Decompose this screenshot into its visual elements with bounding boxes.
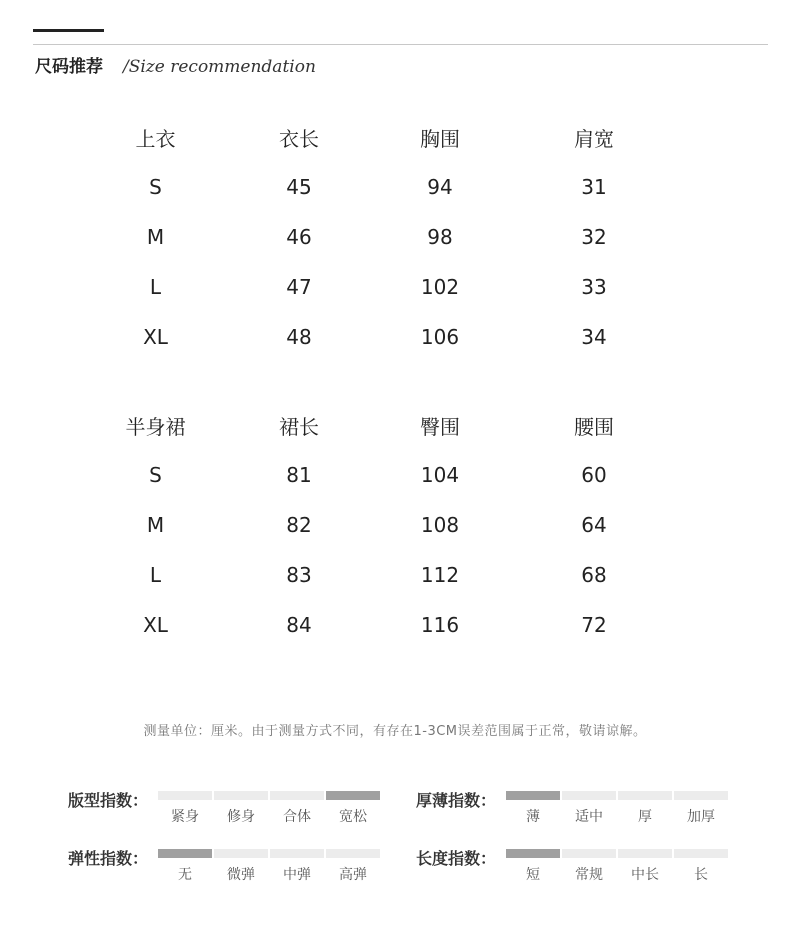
table-cell: 72: [581, 613, 607, 637]
table-cell: L: [149, 563, 162, 587]
table-cell: 116: [420, 613, 460, 637]
table-cell: 47: [286, 275, 312, 299]
table-row: [78, 600, 673, 650]
scale-segment: [214, 849, 268, 884]
table-cell: 112: [420, 563, 460, 587]
index-scale: [158, 791, 382, 826]
table-cell: 94: [427, 175, 453, 199]
scale-label: 修身: [227, 809, 255, 825]
table-header-cell: 胸围: [420, 126, 460, 151]
index-label: 弹性指数：: [68, 849, 149, 868]
table-cell: 34: [581, 325, 607, 349]
table-cell: 46: [286, 225, 312, 249]
scale-label: 紧身: [171, 809, 199, 825]
scale-bar: [674, 791, 728, 800]
scale-segment: [158, 791, 212, 826]
table-row: [78, 162, 673, 212]
table-cell: L: [149, 275, 162, 299]
scale-segment: [214, 791, 268, 826]
top-size-table: [78, 112, 673, 362]
scale-segment: [158, 849, 212, 884]
scale-label: 中弹: [283, 867, 311, 883]
scale-label: 加厚: [687, 809, 715, 825]
scale-segment: [506, 791, 560, 826]
scale-segment: [270, 849, 324, 884]
scale-bar: [158, 849, 212, 858]
scale-segment: [674, 849, 728, 884]
scale-segment: [618, 791, 672, 826]
table-header-cell: 裙长: [279, 414, 319, 439]
index-scale: [158, 849, 382, 884]
table-header-cell: 臀围: [420, 414, 460, 439]
index-label: 版型指数：: [68, 791, 149, 810]
thickness-index: [416, 791, 730, 826]
scale-bar: [326, 849, 380, 858]
table-header-cell: 半身裙: [125, 414, 186, 439]
scale-label: 中长: [631, 867, 659, 883]
measurement-note: 测量单位：厘米。由于测量方式不同，有存在1-3CM误差范围属于正常，敬请谅解。: [143, 724, 647, 739]
table-cell: 108: [420, 513, 460, 537]
scale-segment: [270, 791, 324, 826]
heading-en: /Size recommendation: [123, 57, 316, 77]
table-row: [78, 550, 673, 600]
scale-bar: [158, 791, 212, 800]
header-divider: [33, 44, 768, 45]
table-header-cell: 上衣: [135, 126, 176, 151]
table-cell: S: [149, 463, 162, 487]
scale-segment: [674, 791, 728, 826]
index-scale: [506, 791, 730, 826]
scale-bar: [270, 791, 324, 800]
table-cell: M: [146, 225, 165, 249]
heading-cn: 尺码推荐: [35, 57, 103, 77]
scale-label: 薄: [526, 809, 540, 825]
table-header-cell: 腰围: [574, 414, 614, 439]
scale-segment: [506, 849, 560, 884]
table-row: [78, 500, 673, 550]
scale-bar: [214, 791, 268, 800]
table-cell: 45: [286, 175, 312, 199]
scale-bar: [214, 849, 268, 858]
scale-label: 高弹: [339, 867, 367, 883]
scale-label: 无: [178, 867, 192, 883]
scale-label: 宽松: [339, 809, 367, 825]
table-cell: 83: [286, 563, 312, 587]
index-label: 长度指数：: [416, 849, 497, 868]
table-cell: 33: [581, 275, 607, 299]
fit-index: [68, 791, 382, 826]
table-header-cell: 肩宽: [574, 126, 614, 151]
table-cell: 64: [581, 513, 607, 537]
header-accent-bar: [33, 29, 104, 32]
table-header-cell: 衣长: [279, 126, 319, 151]
scale-bar: [618, 791, 672, 800]
table-row: [78, 262, 673, 312]
table-cell: 81: [286, 463, 312, 487]
scale-segment: [618, 849, 672, 884]
scale-segment: [562, 791, 616, 826]
scale-label: 厚: [638, 809, 652, 825]
table-cell: 48: [286, 325, 312, 349]
scale-bar: [562, 791, 616, 800]
table-cell: 31: [581, 175, 607, 199]
scale-label: 合体: [283, 809, 311, 825]
length-index: [416, 849, 730, 884]
scale-label: 长: [694, 867, 708, 883]
table-cell: 60: [581, 463, 607, 487]
table-cell: XL: [143, 613, 168, 637]
scale-label: 微弹: [227, 867, 255, 883]
scale-bar: [506, 849, 560, 858]
table-row: [78, 212, 673, 262]
scale-label: 短: [526, 867, 540, 883]
scale-segment: [326, 849, 380, 884]
table-row: [78, 450, 673, 500]
table-cell: XL: [143, 325, 168, 349]
table-cell: 106: [420, 325, 460, 349]
scale-label: 适中: [575, 809, 603, 825]
table-cell: 68: [581, 563, 607, 587]
scale-bar: [562, 849, 616, 858]
table-cell: S: [149, 175, 162, 199]
table-cell: 84: [286, 613, 312, 637]
table-cell: 98: [427, 225, 453, 249]
table-cell: 102: [420, 275, 460, 299]
bottom-size-table: [78, 400, 673, 650]
table-cell: 32: [581, 225, 607, 249]
scale-segment: [326, 791, 380, 826]
index-scale: [506, 849, 730, 884]
scale-bar: [270, 849, 324, 858]
table-header-row: [78, 400, 673, 450]
scale-segment: [562, 849, 616, 884]
scale-bar: [674, 849, 728, 858]
elasticity-index: [68, 849, 382, 884]
table-cell: 82: [286, 513, 312, 537]
table-cell: 104: [420, 463, 460, 487]
scale-bar: [506, 791, 560, 800]
scale-bar: [618, 849, 672, 858]
table-header-row: [78, 112, 673, 162]
section-heading: [35, 52, 316, 78]
index-label: 厚薄指数：: [416, 791, 497, 810]
scale-bar: [326, 791, 380, 800]
table-row: [78, 312, 673, 362]
table-cell: M: [146, 513, 165, 537]
scale-label: 常规: [575, 867, 603, 883]
